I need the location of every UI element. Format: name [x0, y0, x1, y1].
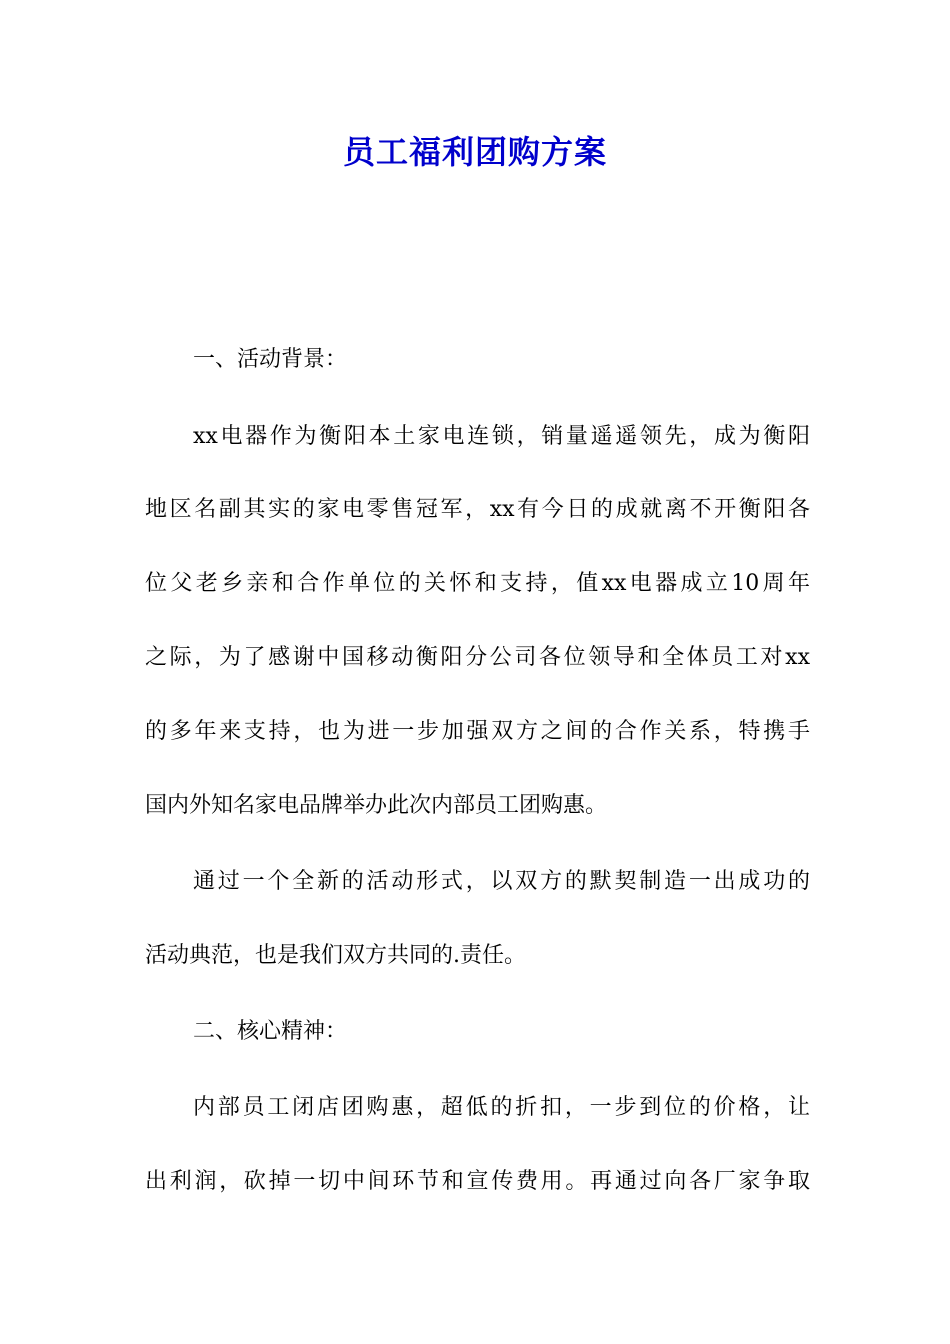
paragraph-line: 内部员工闭店团购惠，超低的折扣，一步到位的价格，让 [193, 1095, 810, 1120]
paragraph-line: 活动典范，也是我们双方共同的.责任。 [145, 943, 526, 968]
paragraph-line: 之际，为了感谢中国移动衡阳分公司各位领导和全体员工对xx [145, 645, 810, 670]
paragraph-line: 位父老乡亲和合作单位的关怀和支持，值xx电器成立10周年 [145, 571, 810, 596]
paragraph-line: 的多年来支持，也为进一步加强双方之间的合作关系，特携手 [145, 719, 810, 744]
paragraph-line: xx电器作为衡阳本土家电连锁，销量遥遥领先，成为衡阳 [193, 424, 810, 449]
document-title: 员工福利团购方案 [342, 133, 607, 171]
paragraph-line: 地区名副其实的家电零售冠军，xx有今日的成就离不开衡阳各 [145, 497, 810, 522]
paragraph-line: 通过一个全新的活动形式，以双方的默契制造一出成功的 [193, 869, 810, 894]
section-heading-background: 一、活动背景： [193, 347, 348, 372]
paragraph-line: 出利润，砍掉一切中间环节和宣传费用。再通过向各厂家争取 [145, 1169, 810, 1194]
paragraph-line: 国内外知名家电品牌举办此次内部员工团购惠。 [145, 793, 608, 818]
section-heading-core-spirit: 二、核心精神： [193, 1019, 348, 1044]
